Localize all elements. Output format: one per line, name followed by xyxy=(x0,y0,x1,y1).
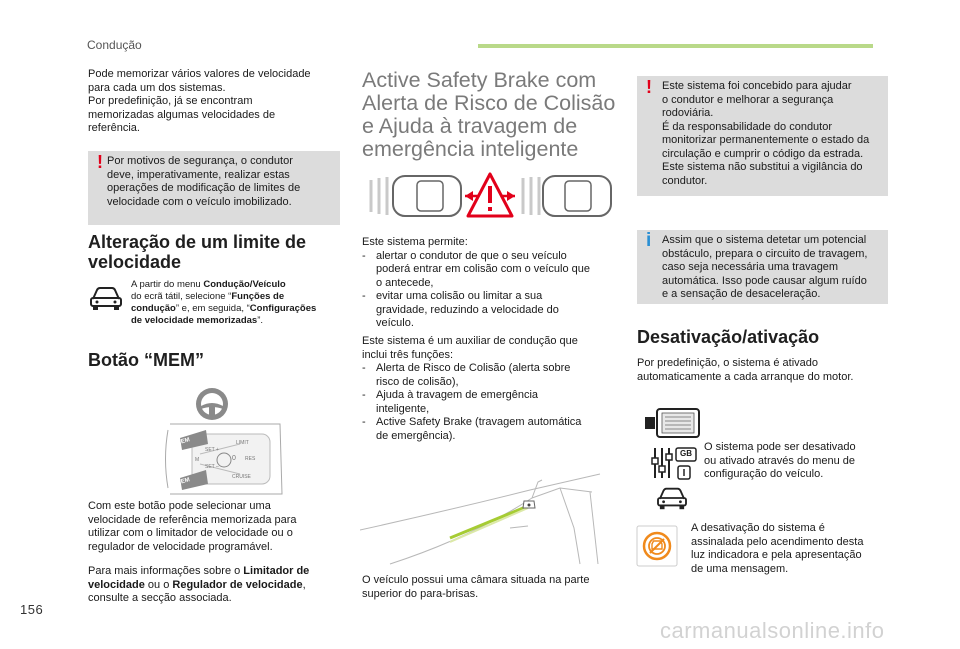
warning-icon: ! xyxy=(97,152,103,172)
warning-icon: ! xyxy=(646,77,652,97)
asb-warning-lamp-icon xyxy=(636,525,678,567)
stalk-label-set-plus: SET + xyxy=(205,447,219,453)
section-title-asb: Active Safety Brake com Alerta de Risco de Colisão e Ajuda à travagem de emergência inteligente xyxy=(362,68,616,161)
braking-info-box xyxy=(637,230,888,304)
vehicle-config-icon xyxy=(655,484,689,512)
default-activation-text: Por predefinição, o sistema é ativado automaticamente a cada arranque do motor. xyxy=(637,357,854,383)
heading-deactivation: Desativação/ativação xyxy=(637,327,820,347)
responsibility-warning-text: Este sistema foi concebido para ajudar o condutor e melhorar a segurança rodoviária. É da responsabilidade do condutor monitorizar permanentemente o estado da circulação e cumprir o código da estrada. Este sistema não substitui a vigilância do condutor. xyxy=(662,80,870,187)
system-functions-text: Este sistema é um auxiliar de condução que inclui três funções: - Alerta de Risco de Colisão (alerta sobre risco de colisão), - Ajuda à travagem de emergência inteligente, - Active Safety Brake (travagem automática de emergência). xyxy=(362,335,582,442)
mem-stalk-illustration xyxy=(160,420,290,498)
settings-sliders-icon xyxy=(650,444,700,482)
safety-warning-text: Por motivos de segurança, o condutor deve, imperativamente, realizar estas operações de modificação de limites de velocidade com o veículo imobilizado. xyxy=(107,155,301,208)
page-number: 156 xyxy=(20,602,44,617)
intro-paragraph: Pode memorizar vários valores de velocidade para cada um dos sistemas. Por predefinição, já se encontram memorizadas algumas velocidades de referência. xyxy=(88,68,311,134)
deactivation-indicator-text: A desativação do sistema é assinalada pelo acendimento desta luz indicadora e pela apresentação de uma mensagem. xyxy=(691,522,864,575)
stalk-label-mem-top: MEM xyxy=(175,437,191,447)
touchscreen-menu-icon xyxy=(645,405,701,441)
mem-description: Com este botão pode selecionar uma velocidade de referência memorizada para utilizar com o limitador de velocidade ou o regulador de velocidade programável. xyxy=(88,500,297,553)
vehicle-menu-icon xyxy=(88,283,124,313)
stalk-label-res: RES xyxy=(245,456,256,462)
windshield-camera-illustration xyxy=(360,468,622,566)
stalk-label-zero: 0 xyxy=(232,455,236,462)
responsibility-warning-box xyxy=(637,76,888,196)
stalk-label-cruise: CRUISE xyxy=(232,474,251,480)
braking-info-text: Assim que o sistema detetar um potencial obstáculo, prepara o circuito de travagem, caso seja necessária uma travagem automática. Isso pode causar algum ruído e a sensação de desaceleração. xyxy=(662,234,868,300)
stalk-label-m: M xyxy=(195,457,200,463)
steering-wheel-icon xyxy=(194,386,230,422)
header-accent-bar xyxy=(478,44,873,48)
deactivation-menu-text: O sistema pode ser desativado ou ativado através do menu de configuração do veículo. xyxy=(704,441,856,480)
stalk-label-set-minus: SET – xyxy=(205,464,219,470)
collision-warning-illustration xyxy=(365,172,615,220)
more-info-paragraph: Para mais informações sobre o Limitador de velocidade ou o Regulador de velocidade, consulte a secção associada. xyxy=(88,565,310,604)
camera-location-text: O veículo possui uma câmara situada na parte superior do para-brisas. xyxy=(362,574,590,600)
heading-change-limit: Alteração de um limite de velocidade xyxy=(88,232,307,272)
system-allows-text: Este sistema permite: - alertar o condutor de que o seu veículo poderá entrar em colisão com o veículo que o antecede, - evitar uma colisão ou limitar a sua gravidade, reduzindo a velocidade do veículo. xyxy=(362,236,591,329)
safety-warning-box xyxy=(88,151,340,225)
stalk-label-mem-bottom: MEM xyxy=(175,477,191,487)
page-header-title: Condução xyxy=(87,38,142,52)
info-icon: i xyxy=(646,230,652,251)
gb-language-label: GB xyxy=(680,449,692,458)
heading-mem-button: Botão “MEM” xyxy=(88,350,204,370)
menu-instruction: A partir do menu Condução/Veículo do ecrã tátil, selecione “Funções de condução” e, em seguida, “Configurações de velocidade memorizadas”. xyxy=(131,279,317,326)
stalk-label-limit: LIMIT xyxy=(236,440,249,446)
watermark: carmanualsonline.info xyxy=(660,618,885,643)
